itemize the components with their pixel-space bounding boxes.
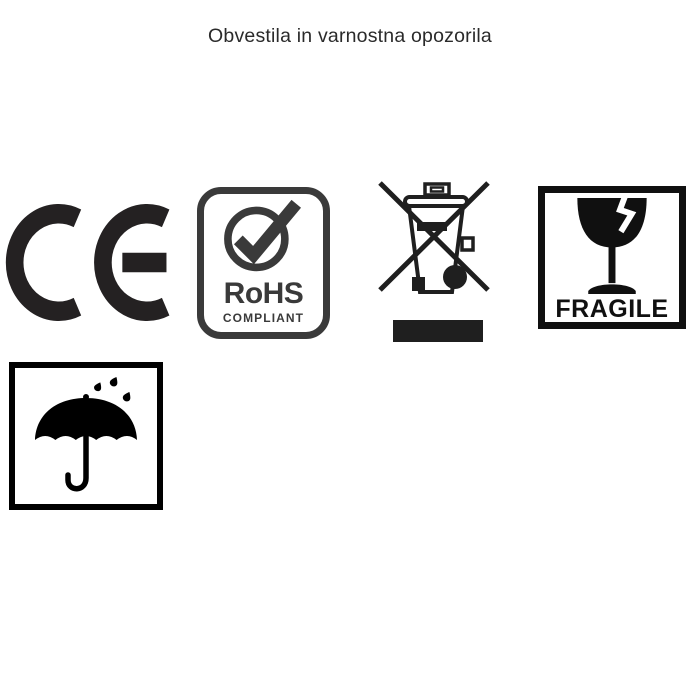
ce-marking-icon (5, 203, 170, 322)
rohs-label: RoHS (223, 277, 304, 310)
raindrops (93, 375, 133, 402)
fragile-broken-glass-icon (574, 196, 650, 295)
ce-marking-symbol (5, 203, 170, 322)
rohs-sublabel: COMPLIANT (222, 311, 305, 325)
rohs-check-circle-icon (207, 198, 320, 278)
weee-crossed-out-wheelie-bin-icon (376, 174, 496, 344)
fragile-label: FRAGILE (555, 295, 669, 323)
rohs-compliant-badge (197, 187, 330, 339)
keep-dry-symbol (9, 362, 163, 510)
weee-black-bar (393, 320, 483, 342)
keep-dry-umbrella-icon (15, 368, 157, 504)
weee-symbol (376, 174, 496, 344)
fragile-symbol (538, 186, 686, 329)
page-title: Obvestila in varnostna opozorila (208, 25, 492, 47)
